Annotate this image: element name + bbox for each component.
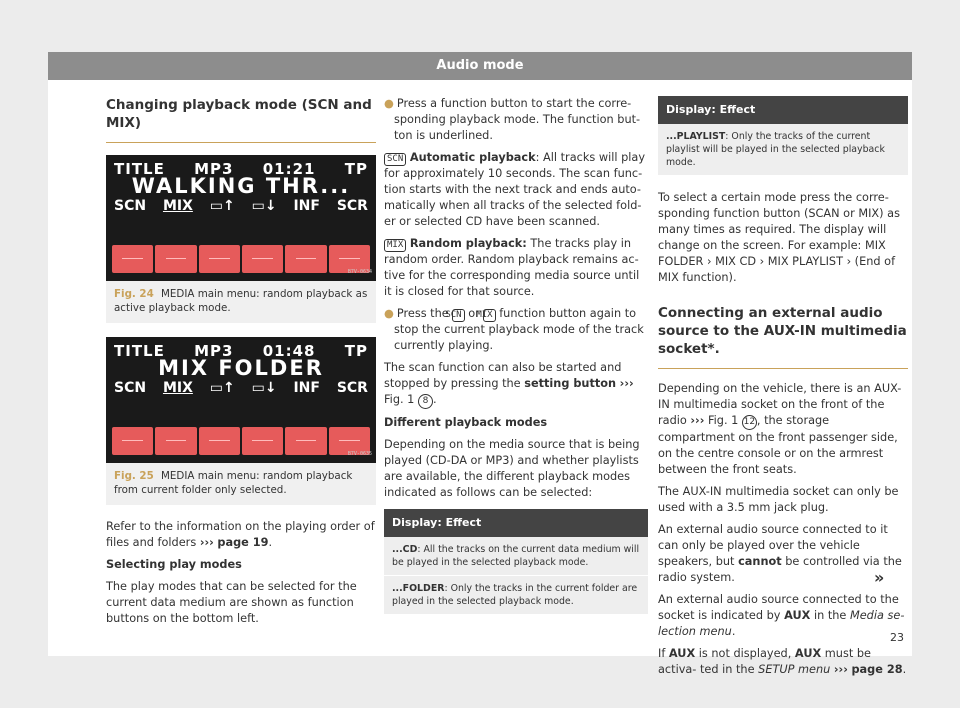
figure-caption [106, 281, 376, 323]
continue-chevron-icon: » [874, 568, 885, 587]
paragraph: Refer to the information on the playing order of files and folders ››› page 19. [106, 520, 375, 549]
lcd-track: MIX FOLDER [158, 356, 324, 380]
column-1 [106, 96, 376, 633]
page-number: 23 [890, 631, 904, 644]
image-code: B7V-0635 [347, 451, 372, 457]
table-row: ...CD: All the tracks on the current data medium will be played in the selected playback mode. [384, 537, 648, 576]
lcd-inf: INF [293, 198, 320, 214]
paragraph: The AUX-IN multimedia socket can only be used with a 3.5 mm jack plug. [658, 485, 899, 514]
folder-up-icon: ▭↑ [209, 198, 235, 214]
lcd-scn: SCN [114, 198, 147, 214]
folder-down-icon: ▭↓ [251, 380, 277, 396]
lcd-mix: MIX [162, 380, 193, 396]
paragraph: Depending on the media source that is being played (CD-DA or MP3) and whether playlists are available, the different playback modes indicated as follows can be selected: [384, 438, 640, 499]
function-button [155, 245, 196, 273]
paragraph: An external audio source connected to the socket is indicated by AUX in the Media se- lection menu. [658, 593, 905, 638]
figure-label: Fig. 24 [114, 288, 154, 300]
paragraph: An external audio source connected to it can only be played over the vehicle speakers, but cannot be controlled via the radio system. [658, 523, 902, 584]
lcd-time: 01:21 [262, 160, 316, 178]
figure-25 [106, 337, 376, 505]
function-button [112, 427, 153, 455]
section-header: Audio mode [48, 52, 912, 80]
function-button [112, 245, 153, 273]
folder-down-icon: ▭↓ [251, 198, 277, 214]
paragraph: SCN Automatic playback: All tracks will play for approximately 10 seconds. The scan func- tion starts with the next track and ends auto- matically when all tracks of the selected fold- er or selected CD have been scanned. [384, 151, 646, 228]
callout-number: 8 [418, 394, 433, 409]
function-button [242, 245, 283, 273]
scn-key: SCN [452, 309, 464, 322]
bullet-item: ● Press a function button to start the corre- sponding playback mode. The function but- ton is underlined. [384, 97, 641, 142]
column-2 [384, 96, 648, 621]
table-header: Display: Effect [658, 96, 908, 124]
table-header: Display: Effect [384, 509, 648, 537]
section-title: Changing playback mode (SCN and MIX) [106, 96, 376, 143]
radio-display [106, 337, 376, 463]
figure-link[interactable]: Fig. 1 [384, 393, 415, 406]
mix-key: MIX [483, 309, 495, 322]
lcd-screen [114, 343, 368, 423]
paragraph: MIX Random playback: The tracks play in random order. Random playback remains ac- tive for the corresponding media source until it is closed for that source. [384, 237, 640, 298]
manual-page [48, 52, 912, 676]
radio-display [106, 155, 376, 281]
figure-link[interactable]: Fig. 1 [707, 414, 739, 427]
table-row: ...PLAYLIST: Only the tracks of the current playlist will be played in the selected playback mode. [658, 124, 908, 176]
lcd-screen [114, 161, 368, 241]
paragraph: Depending on the vehicle, there is an AUX-IN multimedia socket on the front of the radio ››› Fig. 1 12 , the storage compartment on the front passenger side, on the centre console or on the armrest between the front seats. [658, 382, 902, 476]
lcd-scr: SCR [336, 380, 368, 396]
folder-up-icon: ▭↑ [209, 380, 235, 396]
lcd-inf: INF [293, 380, 320, 396]
subheading: Different playback modes [384, 416, 548, 429]
lcd-scr: SCR [336, 198, 368, 214]
lcd-format: MP3 [194, 160, 234, 178]
link-arrow-icon: ››› [199, 536, 214, 549]
bullet-icon: ● [384, 97, 394, 110]
figure-label: Fig. 25 [114, 470, 154, 482]
lcd-format: MP3 [194, 342, 234, 360]
lcd-title: TITLE [114, 160, 165, 178]
paragraph: The scan function can also be started and stopped by pressing the setting button ››› Fig. 1 8 . [384, 360, 648, 409]
lcd-scn: SCN [114, 380, 147, 396]
image-code: B7V-0634 [347, 269, 372, 275]
function-button [242, 427, 283, 455]
paragraph: The play modes that can be selected for the current data medium are shown as function buttons on the bottom left. [106, 580, 357, 625]
caption-text: MEDIA main menu: random playback from current folder only selected. [114, 470, 353, 496]
caption-text: MEDIA main menu: random playback as active playback mode. [114, 288, 368, 314]
bullet-icon: ● [384, 307, 394, 320]
lcd-tp: TP [344, 342, 368, 360]
subheading: Selecting play modes [106, 558, 242, 571]
link-arrow-icon: ››› [833, 663, 848, 676]
figure-24 [106, 155, 376, 323]
lcd-tp: TP [344, 160, 368, 178]
lcd-time: 01:48 [262, 342, 316, 360]
lcd-track: WALKING THR... [131, 174, 351, 198]
function-button [199, 427, 240, 455]
page-link[interactable]: page 19 [217, 536, 269, 549]
table-row: ...FOLDER: Only the tracks in the current folder are played in the selected playback mode. [384, 576, 648, 615]
function-button [199, 245, 240, 273]
lcd-mix: MIX [162, 198, 193, 214]
paragraph: To select a certain mode press the corre- sponding function button (SCAN or MIX) as many times as required. The display will change on the screen. For example: MIX FOLDER › MIX CD › MIX PLAYLIST › (End of MIX function). [658, 191, 900, 284]
callout-number: 12 [742, 415, 757, 430]
figure-caption [106, 463, 376, 505]
function-buttons [106, 427, 376, 455]
modes-table [658, 96, 908, 176]
lcd-title: TITLE [114, 342, 165, 360]
function-button [285, 245, 326, 273]
link-arrow-icon: ››› [619, 377, 634, 390]
link-arrow-icon: ››› [690, 414, 705, 427]
function-button [285, 427, 326, 455]
mix-key: MIX [384, 239, 406, 252]
modes-table [384, 509, 648, 615]
column-3 [658, 96, 908, 684]
paragraph: If AUX is not displayed, AUX must be activa- ted in the SETUP menu ››› page 28. [658, 647, 907, 676]
scn-key: SCN [384, 153, 406, 166]
bullet-item: ● Press the SCN or MIX function button again to stop the current playback mode of the track currently playing. [384, 307, 644, 352]
section-title: Connecting an external audio source to the AUX-IN multimedia socket*. [658, 304, 908, 369]
function-buttons [106, 245, 376, 273]
function-button [155, 427, 196, 455]
page-link[interactable]: page 28 [851, 663, 903, 676]
